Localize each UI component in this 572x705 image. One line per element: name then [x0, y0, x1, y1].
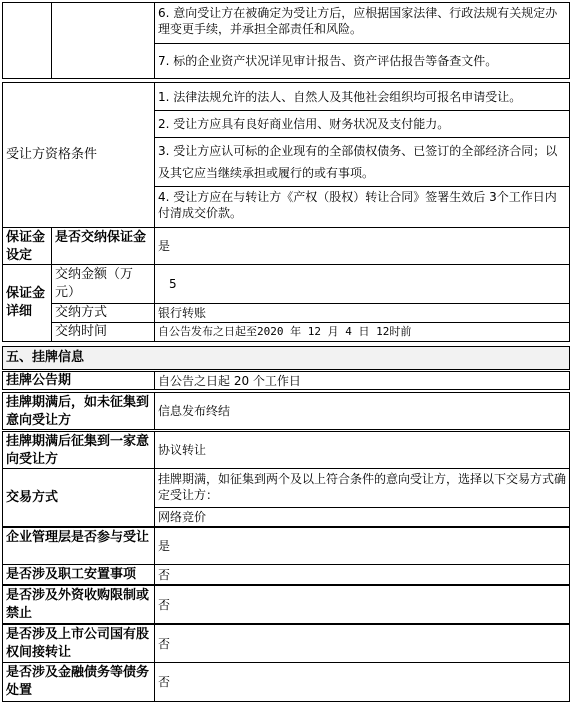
deposit-time-label: 交纳时间	[51, 322, 155, 342]
foreign-restriction-label: 是否涉及外资收购限制或禁止	[2, 585, 155, 624]
deposit-setting-question: 是否交纳保证金	[51, 227, 155, 265]
trade-method-value: 网络竞价	[154, 507, 570, 527]
financial-debt-value: 否	[154, 662, 570, 702]
trade-method-label: 交易方式	[2, 468, 155, 527]
qualification-item-4: 4. 受让方应在与转让方《产权（股权）转让合同》签署生效后 3个工作日内付清成交价款。	[154, 186, 570, 228]
listed-company-label: 是否涉及上市公司国有股权间接转让	[2, 624, 155, 663]
financial-debt-label: 是否涉及金融债务等债务处置	[2, 662, 155, 702]
blank-mid-cell	[51, 2, 155, 79]
deposit-method-label: 交纳方式	[51, 303, 155, 323]
blank-left-cell	[2, 2, 52, 79]
deposit-setting-label: 保证金设定	[2, 227, 52, 265]
qualification-item-2: 2. 受让方应具有良好商业信用、财务状况及支付能力。	[154, 110, 570, 138]
staff-resettlement-value: 否	[154, 564, 570, 585]
deposit-time-value: 自公告发布之日起至2020 年 12 月 4 日 12时前	[154, 322, 570, 342]
qualification-item-1: 1. 法律法规允许的法人、自然人及其他社会组织均可报名申请受让。	[154, 82, 570, 111]
listed-company-value: 否	[154, 624, 570, 663]
one-buyer-label: 挂牌期满后征集到一家意向受让方	[2, 431, 155, 469]
trade-method-text: 挂牌期满，如征集到两个及以上符合条件的意向受让方，选择以下交易方式确定受让方：	[154, 468, 570, 508]
foreign-restriction-value: 否	[154, 585, 570, 624]
requirement-item-6: 6. 意向受让方在被确定为受让方后，应根据国家法律、行政法规有关规定办理变更手续，并承担全部责任和风险。	[154, 2, 570, 44]
listing-period-value: 自公告之日起 20 个工作日	[154, 371, 570, 390]
management-value: 是	[154, 527, 570, 565]
deposit-amount-label: 交纳金额（万元）	[51, 264, 155, 304]
deposit-detail-label: 保证金详细	[2, 264, 52, 342]
qualification-label: 受让方资格条件	[2, 82, 155, 228]
deposit-amount-value: 5	[154, 264, 570, 304]
deposit-setting-answer: 是	[154, 227, 570, 265]
qualification-item-3: 3. 受让方应认可标的企业现有的全部债权债务、已签订的全部经济合同；以及其它应当继续承担或履行的或有事项。	[154, 137, 570, 187]
no-buyer-value: 信息发布终结	[154, 392, 570, 430]
requirement-item-7: 7. 标的企业资产状况详见审计报告、资产评估报告等备查文件。	[154, 43, 570, 79]
no-buyer-label: 挂牌期满后，如未征集到意向受让方	[2, 392, 155, 430]
staff-resettlement-label: 是否涉及职工安置事项	[2, 564, 155, 585]
listing-section-title: 五、挂牌信息	[2, 346, 570, 370]
management-label: 企业管理层是否参与受让	[2, 527, 155, 565]
listing-period-label: 挂牌公告期	[2, 371, 155, 390]
one-buyer-value: 协议转让	[154, 431, 570, 469]
deposit-method-value: 银行转账	[154, 303, 570, 323]
